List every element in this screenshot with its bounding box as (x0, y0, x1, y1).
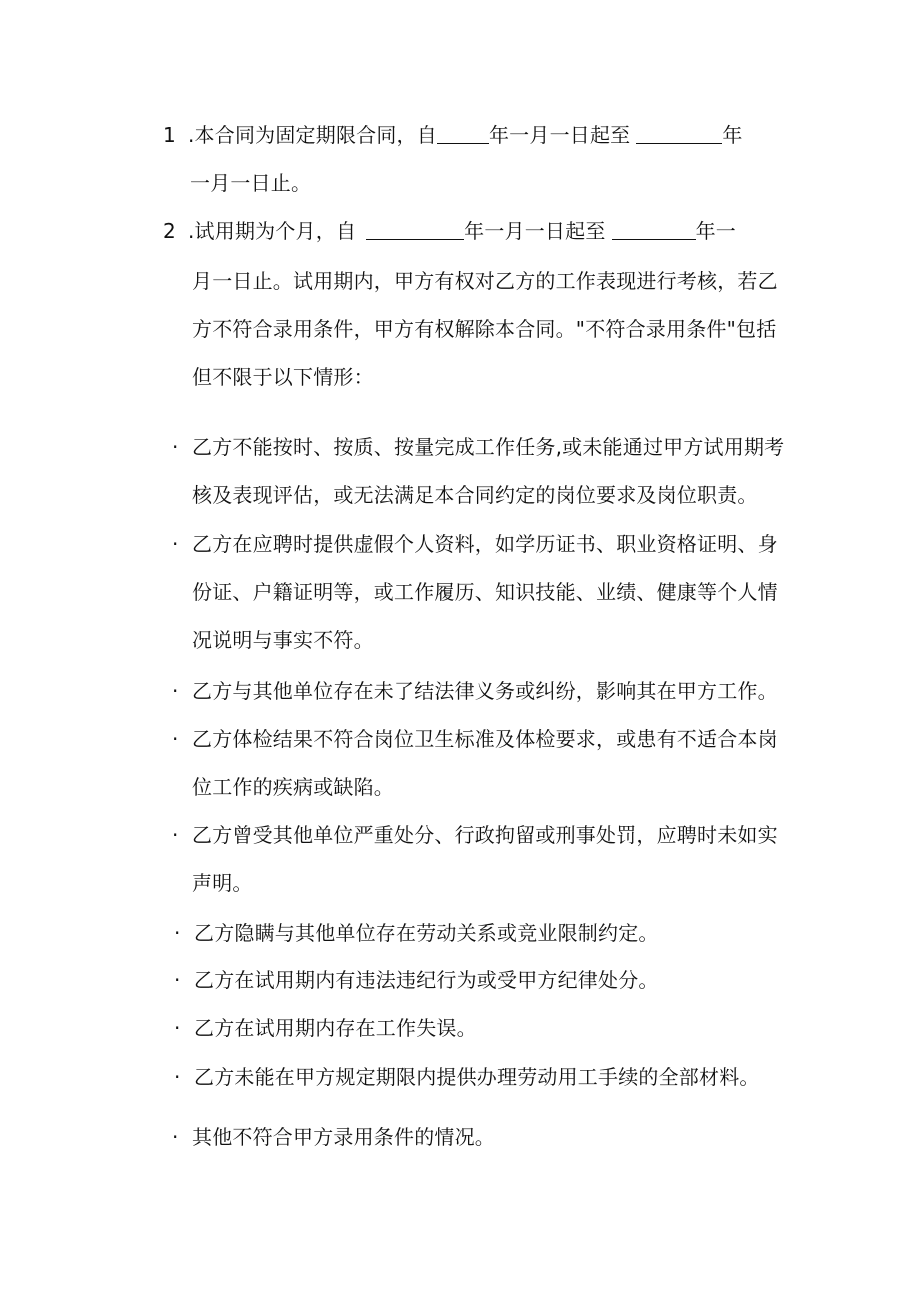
list-item-line: 况说明与事实不符。 (192, 628, 374, 652)
clause-2-line-4: 但不限于以下情形： (192, 365, 374, 389)
bullet-dot: · (174, 1065, 181, 1089)
list-item-line: 其他不符合甲方录用条件的情况。 (192, 1125, 495, 1149)
list-item-line: 乙方不能按时、按质、按量完成工作任务,或未能通过甲方试用期考 (192, 435, 785, 459)
bullet-dot: · (172, 823, 179, 847)
list-item-line: 位工作的疾病或缺陷。 (192, 775, 394, 799)
clause-text: .试用期为个月，自 (188, 219, 357, 243)
bullet-dot: · (174, 968, 181, 992)
bullet-dot: · (172, 435, 179, 459)
list-item-line: 核及表现评估，或无法满足本合同约定的岗位要求及岗位职责。 (192, 483, 758, 507)
clause-1-line-2: 一月一日止。 (190, 171, 312, 195)
bullet-dot: · (174, 1016, 181, 1040)
date-blank (366, 219, 464, 240)
list-item-line: 乙方在试用期内存在工作失误。 (194, 1016, 477, 1040)
clause-1-line-1 (188, 122, 743, 148)
clause-number: 1 (163, 123, 176, 147)
list-item-line: 份证、户籍证明等，或工作履历、知识技能、业绩、健康等个人情 (192, 580, 778, 604)
clause-2-line-2: 月一日止。试用期内，甲方有权对乙方的工作表现进行考核，若乙 (192, 269, 778, 293)
list-item-line: 乙方与其他单位存在未了结法律义务或纠纷，影响其在甲方工作。 (192, 679, 778, 703)
bullet-dot: · (172, 532, 179, 556)
date-blank (636, 123, 722, 144)
bullet-dot: · (172, 727, 179, 751)
clause-text: 年一 (695, 219, 736, 243)
clause-2-line-1 (188, 218, 736, 244)
list-item-line: 乙方未能在甲方规定期限内提供办理劳动用工手续的全部材料。 (194, 1065, 760, 1089)
list-item-line: 声明。 (192, 871, 253, 895)
clause-text: 年一月一日起至 (464, 219, 606, 243)
bullet-dot: · (172, 679, 179, 703)
date-blank (612, 219, 696, 240)
clause-text: 年一月一日起至 (488, 123, 631, 147)
list-item-line: 乙方体检结果不符合岗位卫生标准及体检要求，或患有不适合本岗 (192, 727, 778, 751)
clause-text: .本合同为固定期限合同，自 (188, 123, 437, 147)
clause-2-line-3: 方不符合录用条件，甲方有权解除本合同。"不符合录用条件"包括 (192, 317, 777, 341)
bullet-dot: · (174, 921, 181, 945)
list-item-line: 乙方曾受其他单位严重处分、行政拘留或刑事处罚，应聘时未如实 (192, 823, 778, 847)
list-item-line: 乙方隐瞒与其他单位存在劳动关系或竞业限制约定。 (194, 921, 659, 945)
clause-number: 2 (163, 219, 176, 243)
bullet-dot: · (172, 1125, 179, 1149)
list-item-line: 乙方在试用期内有违法违纪行为或受甲方纪律处分。 (194, 968, 659, 992)
date-blank (437, 123, 489, 144)
clause-text: 年 (722, 123, 743, 147)
list-item-line: 乙方在应聘时提供虚假个人资料，如学历证书、职业资格证明、身 (192, 532, 778, 556)
